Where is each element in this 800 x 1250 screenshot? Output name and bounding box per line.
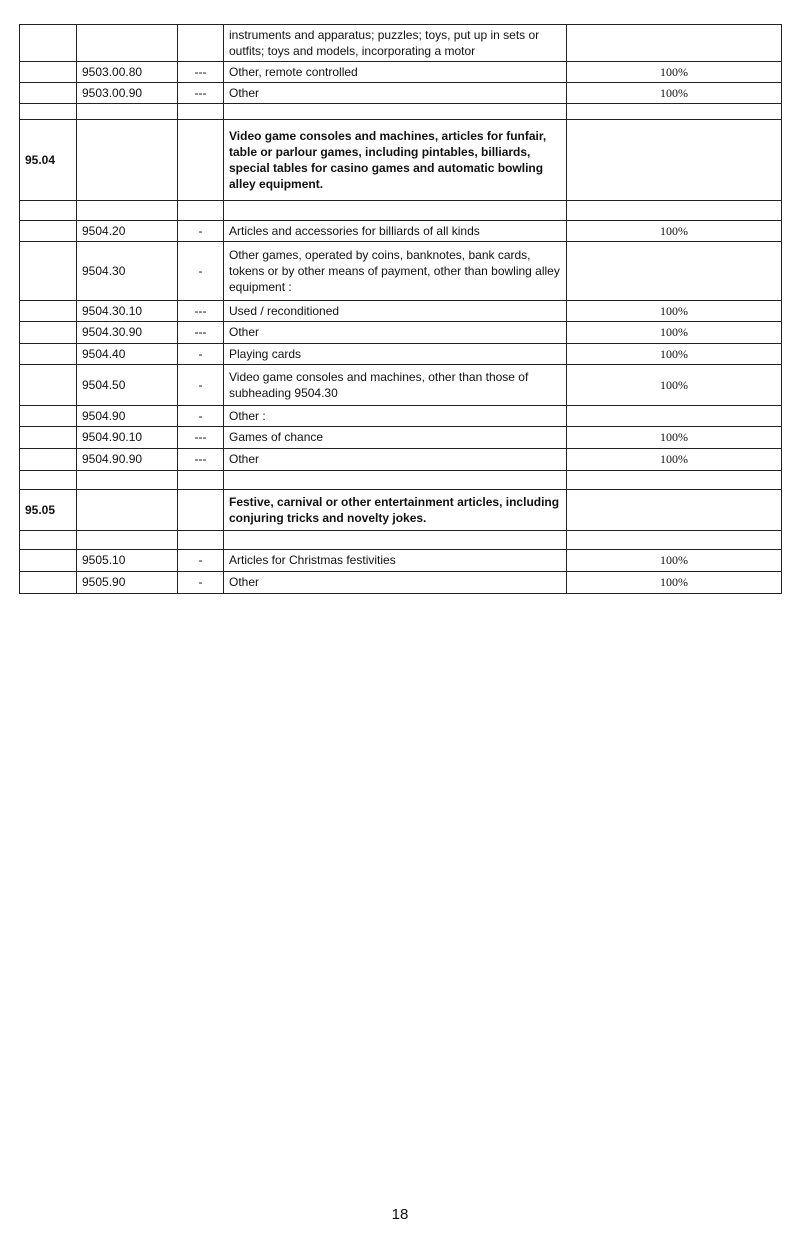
rate-cell: 100%	[567, 427, 782, 449]
rate-cell	[567, 406, 782, 427]
code-cell: 9504.30	[77, 242, 178, 301]
description-cell: Video game consoles and machines, articles for funfair, table or parlour games, including pintables, billiards, special tables for casino games and automatic bowling alley equipment.	[224, 120, 567, 201]
heading-cell: 95.04	[20, 120, 77, 201]
code-cell	[77, 471, 178, 490]
heading-cell	[20, 531, 77, 550]
dash-cell: ---	[178, 427, 224, 449]
tariff-table	[19, 24, 782, 594]
heading-cell: 95.05	[20, 490, 77, 531]
dash-cell: ---	[178, 83, 224, 104]
description-cell: Other	[224, 572, 567, 594]
code-cell	[77, 531, 178, 550]
heading-cell	[20, 201, 77, 221]
table-row	[20, 301, 782, 322]
rate-cell	[567, 531, 782, 550]
description-cell: Other	[224, 322, 567, 344]
rate-cell	[567, 120, 782, 201]
code-cell: 9504.30.10	[77, 301, 178, 322]
code-cell: 9504.90.10	[77, 427, 178, 449]
code-cell	[77, 25, 178, 62]
description-cell: Festive, carnival or other entertainment articles, including conjuring tricks and novelty jokes.	[224, 490, 567, 531]
description-cell: Video game consoles and machines, other than those of subheading 9504.30	[224, 365, 567, 406]
dash-cell	[178, 201, 224, 221]
rate-cell: 100%	[567, 83, 782, 104]
heading-cell	[20, 572, 77, 594]
table-row	[20, 344, 782, 365]
code-cell: 9504.90	[77, 406, 178, 427]
table-row	[20, 120, 782, 201]
heading-cell	[20, 62, 77, 83]
table-row	[20, 62, 782, 83]
table-row	[20, 104, 782, 120]
rate-cell	[567, 242, 782, 301]
description-cell: Other :	[224, 406, 567, 427]
dash-cell	[178, 104, 224, 120]
rate-cell	[567, 25, 782, 62]
code-cell	[77, 104, 178, 120]
rate-cell	[567, 490, 782, 531]
table-row	[20, 490, 782, 531]
dash-cell: -	[178, 550, 224, 572]
rate-cell: 100%	[567, 550, 782, 572]
table-row	[20, 365, 782, 406]
description-cell	[224, 531, 567, 550]
dash-cell: ---	[178, 449, 224, 471]
dash-cell	[178, 490, 224, 531]
page-number: 18	[391, 1206, 409, 1223]
description-cell	[224, 201, 567, 221]
heading-cell	[20, 471, 77, 490]
rate-cell	[567, 104, 782, 120]
heading-cell	[20, 427, 77, 449]
dash-cell	[178, 120, 224, 201]
description-cell: Articles for Christmas festivities	[224, 550, 567, 572]
code-cell: 9504.90.90	[77, 449, 178, 471]
description-cell: Other, remote controlled	[224, 62, 567, 83]
rate-cell: 100%	[567, 572, 782, 594]
table-row	[20, 25, 782, 62]
description-cell	[224, 471, 567, 490]
description-cell: Other games, operated by coins, banknotes, bank cards, tokens or by other means of payment, other than bowling alley equipment :	[224, 242, 567, 301]
code-cell: 9504.50	[77, 365, 178, 406]
description-cell: Other	[224, 83, 567, 104]
code-cell: 9504.20	[77, 221, 178, 242]
table-row	[20, 427, 782, 449]
heading-cell	[20, 344, 77, 365]
heading-cell	[20, 221, 77, 242]
code-cell: 9503.00.80	[77, 62, 178, 83]
table-row	[20, 572, 782, 594]
dash-cell: -	[178, 221, 224, 242]
code-cell: 9505.90	[77, 572, 178, 594]
heading-cell	[20, 406, 77, 427]
table-row	[20, 221, 782, 242]
code-cell: 9504.30.90	[77, 322, 178, 344]
dash-cell: ---	[178, 62, 224, 83]
table-row	[20, 322, 782, 344]
table-row	[20, 406, 782, 427]
dash-cell: -	[178, 572, 224, 594]
description-cell: instruments and apparatus; puzzles; toys, put up in sets or outfits; toys and models, incorporating a motor	[224, 25, 567, 62]
code-cell: 9503.00.90	[77, 83, 178, 104]
heading-cell	[20, 104, 77, 120]
rate-cell: 100%	[567, 221, 782, 242]
dash-cell: -	[178, 242, 224, 301]
heading-cell	[20, 550, 77, 572]
code-cell	[77, 490, 178, 531]
rate-cell	[567, 201, 782, 221]
heading-cell	[20, 301, 77, 322]
heading-cell	[20, 322, 77, 344]
table-row	[20, 550, 782, 572]
description-cell: Other	[224, 449, 567, 471]
dash-cell	[178, 471, 224, 490]
table-row	[20, 201, 782, 221]
heading-cell	[20, 365, 77, 406]
dash-cell: -	[178, 365, 224, 406]
rate-cell: 100%	[567, 322, 782, 344]
rate-cell: 100%	[567, 449, 782, 471]
code-cell: 9505.10	[77, 550, 178, 572]
description-cell	[224, 104, 567, 120]
heading-cell	[20, 25, 77, 62]
description-cell: Games of chance	[224, 427, 567, 449]
dash-cell: ---	[178, 301, 224, 322]
code-cell	[77, 201, 178, 221]
description-cell: Playing cards	[224, 344, 567, 365]
table-row	[20, 242, 782, 301]
heading-cell	[20, 449, 77, 471]
description-cell: Used / reconditioned	[224, 301, 567, 322]
rate-cell: 100%	[567, 301, 782, 322]
code-cell	[77, 120, 178, 201]
dash-cell: ---	[178, 322, 224, 344]
table-row	[20, 449, 782, 471]
dash-cell	[178, 25, 224, 62]
heading-cell	[20, 242, 77, 301]
code-cell: 9504.40	[77, 344, 178, 365]
table-row	[20, 531, 782, 550]
rate-cell: 100%	[567, 365, 782, 406]
rate-cell: 100%	[567, 62, 782, 83]
table-row	[20, 83, 782, 104]
dash-cell: -	[178, 344, 224, 365]
dash-cell: -	[178, 406, 224, 427]
dash-cell	[178, 531, 224, 550]
heading-cell	[20, 83, 77, 104]
description-cell: Articles and accessories for billiards of all kinds	[224, 221, 567, 242]
rate-cell: 100%	[567, 344, 782, 365]
rate-cell	[567, 471, 782, 490]
table-row	[20, 471, 782, 490]
